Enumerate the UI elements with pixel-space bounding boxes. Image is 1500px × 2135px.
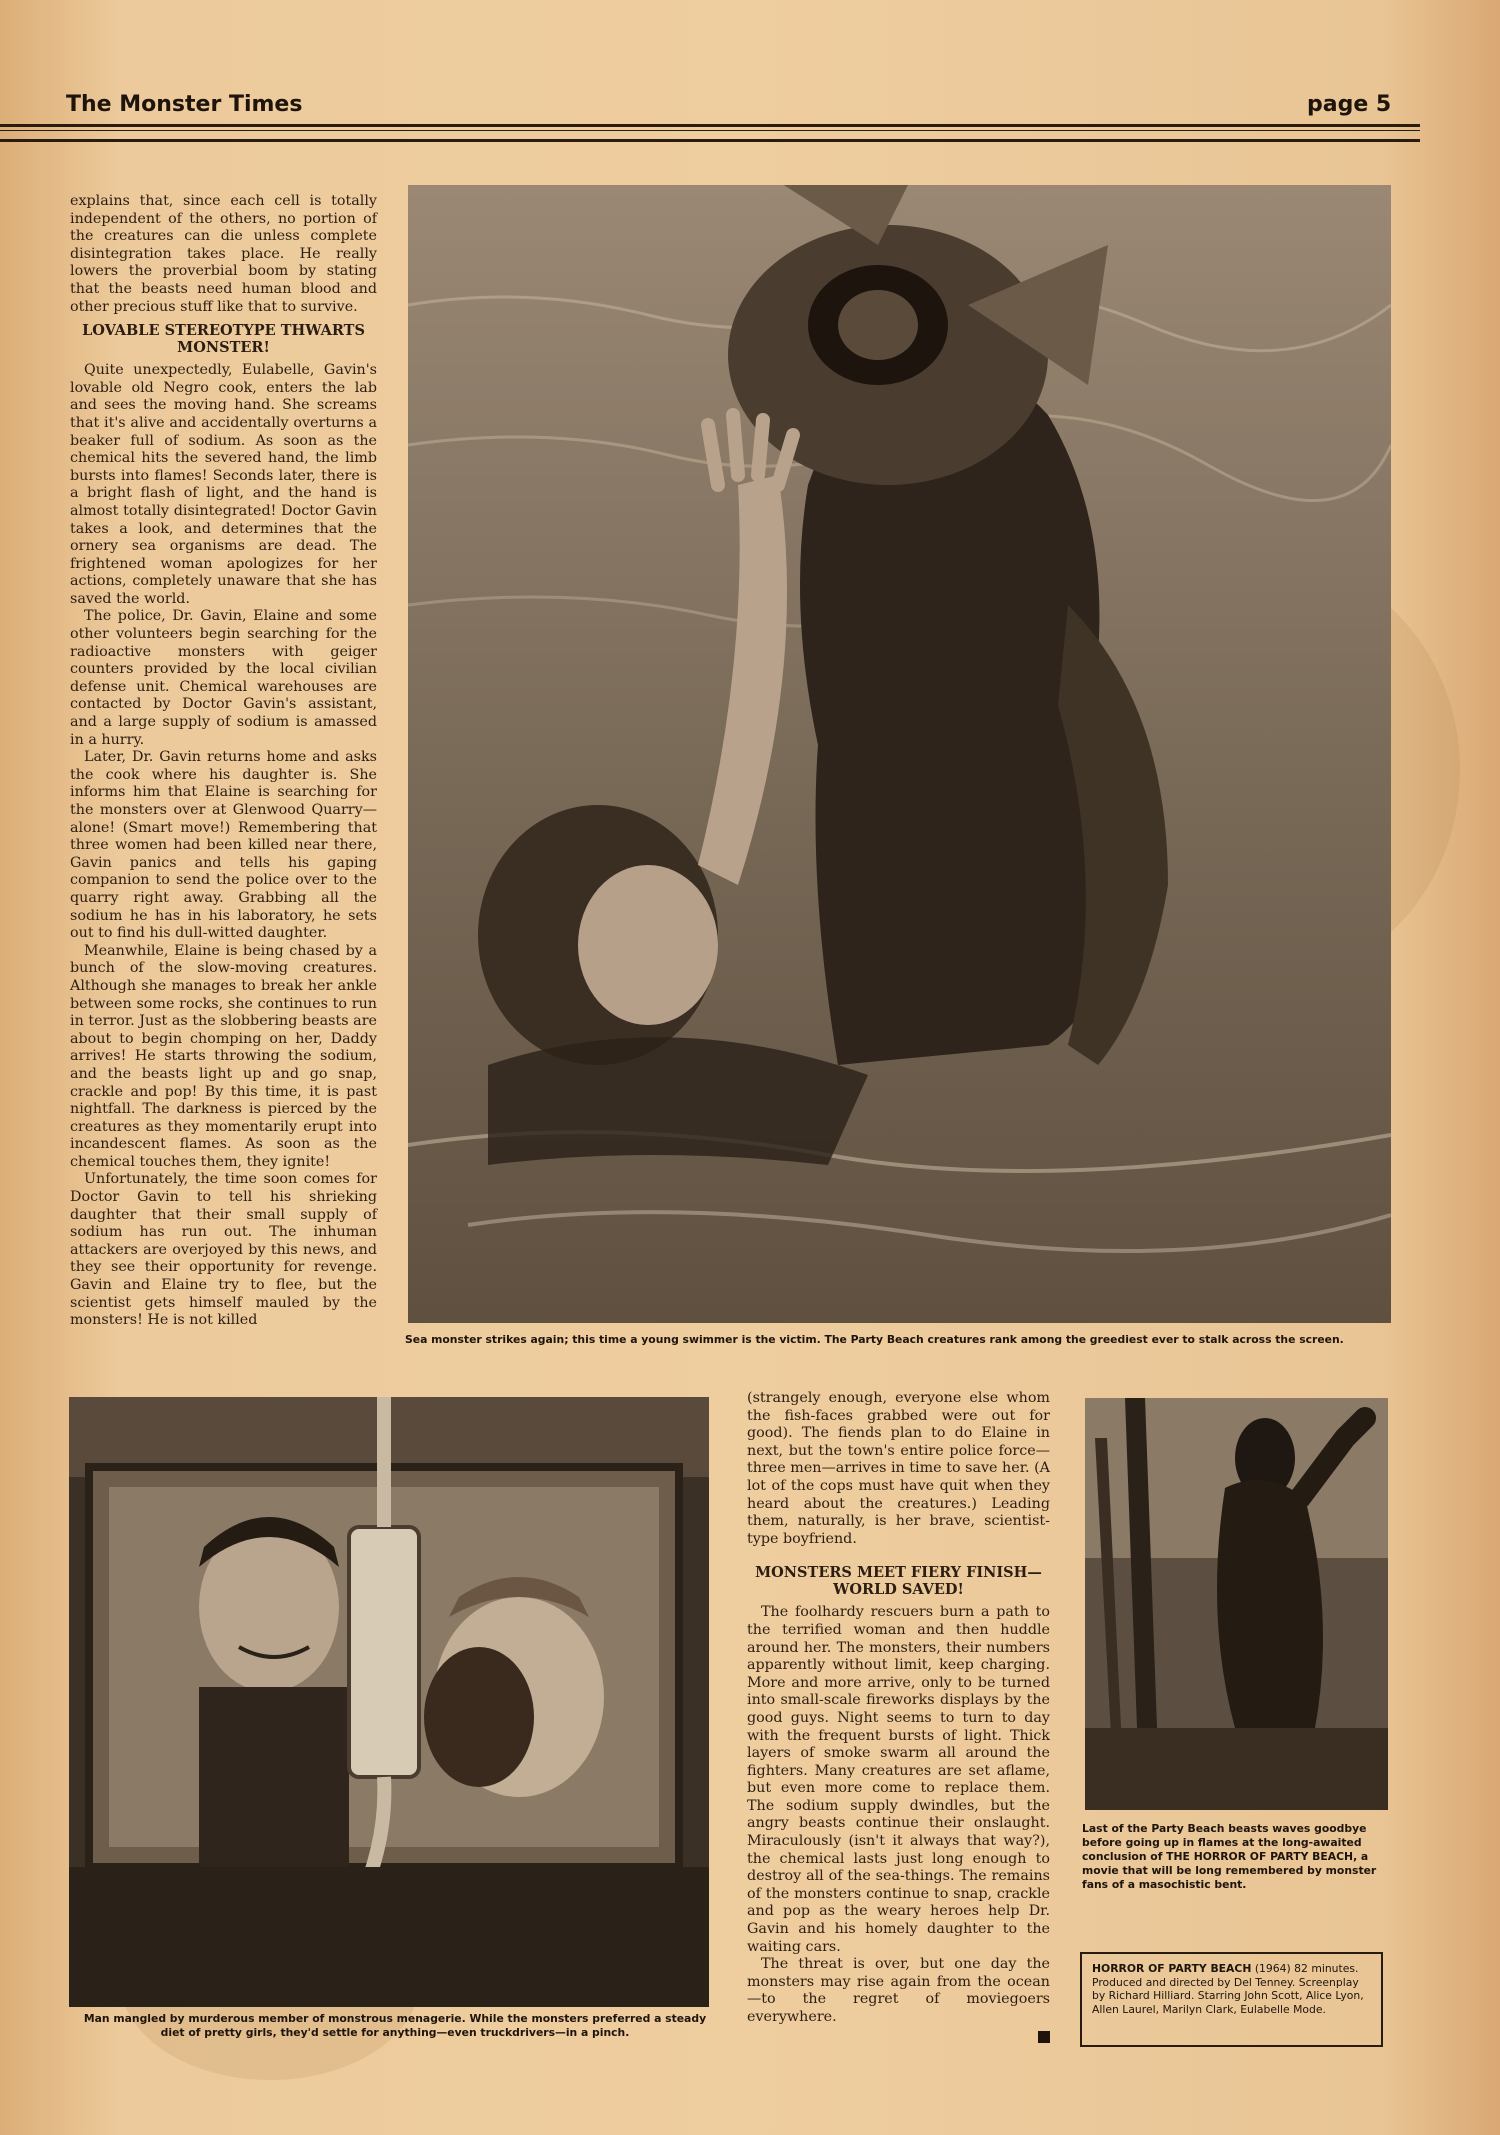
header-rule: [0, 124, 1420, 142]
sea-monster-illustration: [408, 185, 1391, 1323]
main-photo-caption: Sea monster strikes again; this time a young swimmer is the victim. The Party Beach creatures rank among the greediest ever to stalk across the screen.: [405, 1333, 1344, 1346]
credits-title: HORROR OF PARTY BEACH: [1092, 1962, 1252, 1975]
end-of-article-mark: [1038, 2031, 1050, 2043]
section-heading: LOVABLE STEREOTYPE THWARTS MONSTER!: [82, 322, 365, 357]
car-photo-caption: Man mangled by murderous member of monstrous menagerie. While the monsters preferred a steady diet of pretty girls, they'd settle for anything—even truckdrivers—in a pinch.: [83, 2012, 707, 2039]
article-paragraph: The police, Dr. Gavin, Elaine and some other volunteers begin searching for the radioactive monsters with geiger counters provided by the local civilian defense unit. Chemical warehouses are contacted by Doctor Gavin's assistant, and a large supply of sodium is amassed in a hurry.: [70, 608, 377, 748]
article-paragraph: The threat is over, but one day the monsters may rise again from the ocean—to the regret of moviegoers everywhere.: [747, 1956, 1050, 2025]
forest-photo: [1085, 1398, 1388, 1810]
movie-credits-box: [1080, 1952, 1383, 2047]
car-photo: [69, 1397, 709, 2007]
masthead-title: The Monster Times: [66, 92, 303, 117]
article-paragraph: Later, Dr. Gavin returns home and asks the cook where his daughter is. She informs him that Elaine is searching for the monsters over at Glenwood Quarry—alone! (Smart move!) Remembering that three women had been killed near there, Gavin panics and tells his gaping companion to send the police over to the quarry right away. Grabbing all the sodium he has in his laboratory, he sets out to find his dull-witted daughter.: [70, 749, 377, 942]
main-photo-sea-monster: [408, 185, 1391, 1323]
forest-photo-caption: Last of the Party Beach beasts waves goodbye before going up in flames at the long-awaited conclusion of THE HORROR OF PARTY BEACH, a movie that will be long remembered by monster fans of a masochistic bent.: [1082, 1822, 1377, 1891]
article-paragraph: Quite unexpectedly, Eulabelle, Gavin's lovable old Negro cook, enters the lab and sees the moving hand. She screams that it's alive and accidentally overturns a beaker full of sodium. As soon as the chemical hits the severed hand, the limb bursts into flames! Seconds later, there is a bright flash of light, and the hand is almost totally disintegrated! Doctor Gavin takes a look, and determines that the ornery sea organisms are dead. The frightened woman apologizes for her actions, completely unaware that she has saved the world.: [70, 362, 377, 607]
header-rule-inner: [0, 130, 1420, 131]
article-column-2: [747, 1390, 1050, 2043]
article-column-1: [70, 193, 377, 1330]
car-scene-illustration: [69, 1397, 709, 2007]
article-paragraph: explains that, since each cell is totally independent of the others, no portion of the creatures can die unless complete disintegration takes place. He really lowers the proverbial boom by stating that the beasts need human blood and other precious stuff like that to survive.: [70, 193, 377, 315]
page-number: page 5: [1307, 92, 1392, 117]
credits-details: (1964) 82 minutes. Produced and directed by Del Tenney. Screenplay by Richard Hilliard. Starring John Scott, Alice Lyon, Allen Laurel, Marilyn Clark, Eulabelle Mode.: [1092, 1962, 1364, 2016]
article-paragraph: (strangely enough, everyone else whom the fish-faces grabbed were out for good). The fiends plan to do Elaine in next, but the town's entire police force—three men—arrives in time to save her. (A lot of the cops must have quit when they heard about the creatures.) Leading them, naturally, is her brave, scientist-type boyfriend.: [747, 1390, 1050, 1547]
forest-monster-illustration: [1085, 1398, 1388, 1810]
article-paragraph: Unfortunately, the time soon comes for Doctor Gavin to tell his shrieking daughter that their small supply of sodium has run out. The inhuman attackers are overjoyed by this news, and they see their opportunity for revenge. Gavin and Elaine try to flee, but the scientist gets himself mauled by the monsters! He is not killed: [70, 1171, 377, 1329]
section-heading: MONSTERS MEET FIERY FINISH—WORLD SAVED!: [755, 1564, 1042, 1599]
article-paragraph: Meanwhile, Elaine is being chased by a bunch of the slow-moving creatures. Although she manages to break her ankle between some rocks, she continues to run in terror. Just as the slobbering beasts are about to begin chomping on her, Daddy arrives! He starts throwing the sodium, and the beasts light up and go snap, crackle and pop! By this time, it is past nightfall. The darkness is pierced by the creatures as they momentarily erupt into incandescent flames. As soon as the chemical touches them, they ignite!: [70, 942, 377, 1170]
article-paragraph: The foolhardy rescuers burn a path to the terrified woman and then huddle around her. The monsters, their numbers apparently without limit, keep charging. More and more arrive, only to be turned into small-scale fireworks displays by the good guys. Night seems to turn to day with the frequent bursts of light. Thick layers of smoke swarm all around the fighters. Many creatures are set aflame, but even more come to replace them. The sodium supply dwindles, but the angry beasts continue their onslaught. Miraculously (isn't it always that way?), the chemical lasts just long enough to destroy all of the sea-things. The remains of the monsters continue to snap, crackle and pop as the weary heroes help Dr. Gavin and his homely daughter to the waiting cars.: [747, 1604, 1050, 1955]
